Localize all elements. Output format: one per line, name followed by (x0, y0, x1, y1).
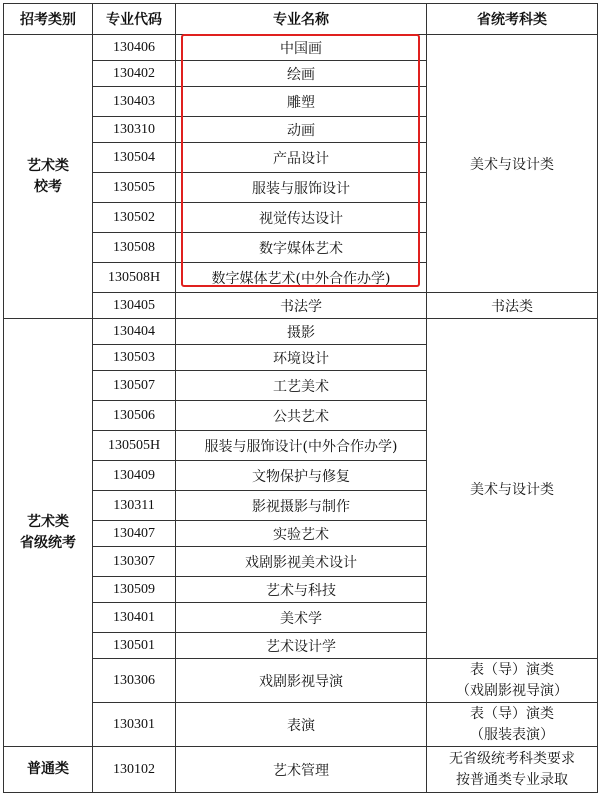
code-cell: 130403 (93, 87, 176, 117)
name-cell: 艺术管理 (176, 747, 427, 793)
name-cell: 工艺美术 (176, 371, 427, 401)
code-cell: 130401 (93, 603, 176, 633)
name-cell: 绘画 (176, 61, 427, 87)
code-cell: 130504 (93, 143, 176, 173)
code-cell: 130404 (93, 319, 176, 345)
name-cell: 产品设计 (176, 143, 427, 173)
code-cell: 130505 (93, 173, 176, 203)
code-cell: 130507 (93, 371, 176, 401)
code-cell: 130508H (93, 263, 176, 293)
code-cell: 130102 (93, 747, 176, 793)
code-cell: 130307 (93, 547, 176, 577)
name-cell: 文物保护与修复 (176, 461, 427, 491)
name-cell: 视觉传达设计 (176, 203, 427, 233)
major-table (3, 3, 598, 793)
category-line: 艺术类 (27, 513, 69, 530)
code-cell: 130506 (93, 401, 176, 431)
code-cell: 130409 (93, 461, 176, 491)
header-code: 专业代码 (93, 4, 176, 35)
name-cell: 书法学 (176, 293, 427, 319)
code-cell: 130508 (93, 233, 176, 263)
name-cell: 美术学 (176, 603, 427, 633)
exam-line: （服装表演） (470, 726, 554, 743)
code-cell: 130502 (93, 203, 176, 233)
exam-cell: 美术与设计类 (427, 35, 598, 293)
category-line: 省级统考 (20, 534, 76, 551)
code-cell: 130505H (93, 431, 176, 461)
exam-cell (427, 703, 598, 747)
table-row (4, 293, 598, 319)
code-cell: 130407 (93, 521, 176, 547)
table-row (4, 703, 598, 747)
header-name: 专业名称 (176, 4, 427, 35)
name-cell: 戏剧影视美术设计 (176, 547, 427, 577)
name-cell: 环境设计 (176, 345, 427, 371)
code-cell: 130405 (93, 293, 176, 319)
code-cell: 130301 (93, 703, 176, 747)
name-cell: 服装与服饰设计(中外合作办学) (176, 431, 427, 461)
name-cell: 动画 (176, 117, 427, 143)
exam-line: （戏剧影视导演） (456, 682, 568, 699)
table-row (4, 659, 598, 703)
name-cell: 表演 (176, 703, 427, 747)
name-cell: 艺术设计学 (176, 633, 427, 659)
exam-line: 表（导）演类 (470, 661, 554, 678)
code-cell: 130311 (93, 491, 176, 521)
header-category: 招考类别 (4, 4, 93, 35)
name-cell: 数字媒体艺术 (176, 233, 427, 263)
name-cell: 数字媒体艺术(中外合作办学) (176, 263, 427, 293)
exam-line: 表（导）演类 (470, 705, 554, 722)
category-cell: 普通类 (4, 747, 93, 793)
code-cell: 130503 (93, 345, 176, 371)
table-row (4, 319, 598, 345)
name-cell: 服装与服饰设计 (176, 173, 427, 203)
exam-line: 无省级统考科类要求 (449, 750, 575, 767)
header-exam: 省统考科类 (427, 4, 598, 35)
code-cell: 130306 (93, 659, 176, 703)
category-line: 校考 (34, 178, 62, 195)
code-cell: 130501 (93, 633, 176, 659)
exam-cell (427, 659, 598, 703)
name-cell: 中国画 (176, 35, 427, 61)
name-cell: 公共艺术 (176, 401, 427, 431)
exam-cell (427, 747, 598, 793)
name-cell: 雕塑 (176, 87, 427, 117)
name-cell: 戏剧影视导演 (176, 659, 427, 703)
code-cell: 130406 (93, 35, 176, 61)
category-line: 艺术类 (27, 157, 69, 174)
category-cell (4, 319, 93, 747)
code-cell: 130402 (93, 61, 176, 87)
exam-cell: 书法类 (427, 293, 598, 319)
table-row (4, 747, 598, 793)
name-cell: 影视摄影与制作 (176, 491, 427, 521)
code-cell: 130509 (93, 577, 176, 603)
code-cell: 130310 (93, 117, 176, 143)
exam-line: 按普通类专业录取 (456, 771, 568, 788)
name-cell: 实验艺术 (176, 521, 427, 547)
category-cell (4, 35, 93, 319)
exam-cell: 美术与设计类 (427, 319, 598, 659)
name-cell: 艺术与科技 (176, 577, 427, 603)
name-cell: 摄影 (176, 319, 427, 345)
table-header-row (4, 4, 598, 35)
table-row (4, 35, 598, 61)
